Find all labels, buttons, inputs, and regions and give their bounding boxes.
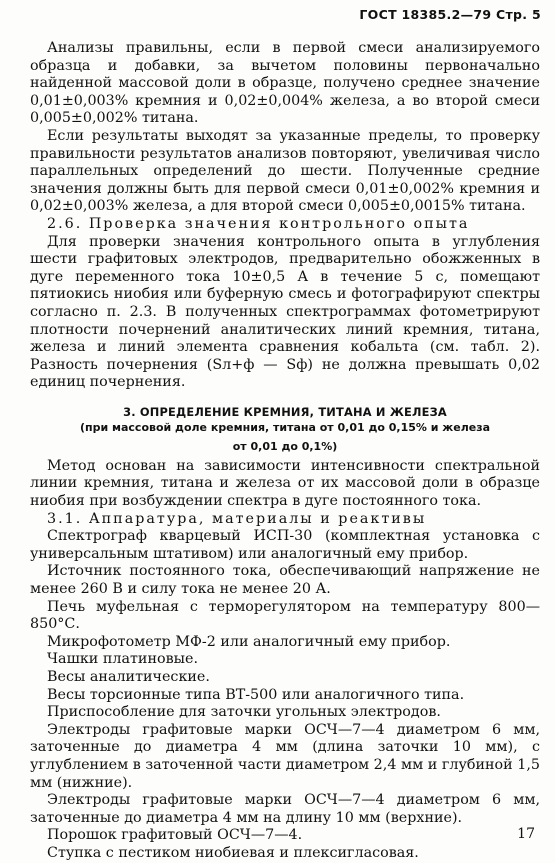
list-item: Спектрограф кварцевый ИСП-30 (комплектная установка с универсальным штативом) или аналогичный ему прибор. — [30, 528, 540, 562]
paragraph-method: Метод основан на зависимости интенсивности спектральной линии кремния, титана и железа от их массовой доли в образце ниобия при возбуждении спектра в дуге постоянного тока. — [30, 457, 540, 510]
section-3-subtitle-line2: от 0,01 до 0,1%) — [232, 439, 338, 453]
section-3-title: 3. ОПРЕДЕЛЕНИЕ КРЕМНИЯ, ТИТАНА И ЖЕЛЕЗА — [123, 404, 447, 419]
paragraph-repeat: Если результаты выходят за указанные пределы, то проверку правильности результатов анализов повторяют, увеличивая число параллельных определений до шести. Полученные средние значения должны быть для первой смеси 0,01±0,002% кремния и 0,02±0,003% железа, а для второй смеси 0,005±0,0015% титана. — [30, 127, 540, 215]
list-item: Микрофотометр МФ-2 или аналогичный ему прибор. — [47, 633, 451, 650]
list-item: Порошок графитовый ОСЧ—7—4. — [47, 827, 303, 844]
list-item: Весы торсионные типа ВТ-500 или аналогичного типа. — [47, 686, 465, 703]
list-item: Источник постоянного тока, обеспечивающий напряжение не менее 260 В и силу тока не менее 20 А. — [30, 563, 540, 598]
heading-2-6: 2.6. Проверка значения контрольного опыта — [47, 215, 470, 232]
running-header: ГОСТ 18385.2—79 Стр. 5 — [359, 7, 541, 22]
list-item: Электроды графитовые марки ОСЧ—7—4 диаметром 6 мм, заточенные до диаметра 4 мм на длину 10 мм (верхние). — [30, 792, 540, 826]
list-item: Печь муфельная с терморегулятором на температуру 800—850°С. — [30, 598, 540, 633]
list-item: Ступка с пестиком ниобиевая и плексигласовая. — [47, 844, 419, 861]
heading-3-1: 3.1. Аппаратура, материалы и реактивы — [47, 510, 427, 527]
paragraph-control: Для проверки значения контрольного опыта в углубления шести графитовых электродов, предварительно обожженных в дуге переменного тока 10±0,5 А в течение 5 с, помещают пятиокись ниобия или буферную смесь и фотографируют спектры согласно п. 2.3. В полученных спектрограммах фотометрируют плотности почернений аналитических линий кремния, титана, железа и линий элемента сравнения кобальта (см. табл. 2). Разность почернения (Sл+ф — Sф) не должна превышать 0,02 единиц почернения. — [30, 233, 540, 391]
list-item: Весы аналитические. — [47, 669, 210, 685]
paragraph-accuracy: Анализы правильны, если в первой смеси анализируемого образца и добавки, за вычетом половины первоначально найденной массовой доли в образце, получено среднее значение 0,01±0,003% кремния и 0,02±0,004% железа, а во второй смеси 0,005±0,002% титана. — [30, 40, 540, 127]
section-3-subtitle-line1: (при массовой доле кремния, титана от 0,01 до 0,15% и железа — [79, 420, 491, 434]
page-number: 17 — [517, 826, 535, 842]
body-text — [30, 40, 540, 863]
list-item: Приспособление для заточки угольных электродов. — [47, 704, 441, 721]
list-item: Чашки платиновые. — [47, 651, 199, 668]
list-item: Электроды графитовые марки ОСЧ—7—4 диаметром 6 мм, заточенные до диаметра 4 мм (длина заточки 10 мм), с углублением в заточенной части диаметром 2,4 мм и глубиной 1,5 мм (нижние). — [30, 721, 540, 791]
